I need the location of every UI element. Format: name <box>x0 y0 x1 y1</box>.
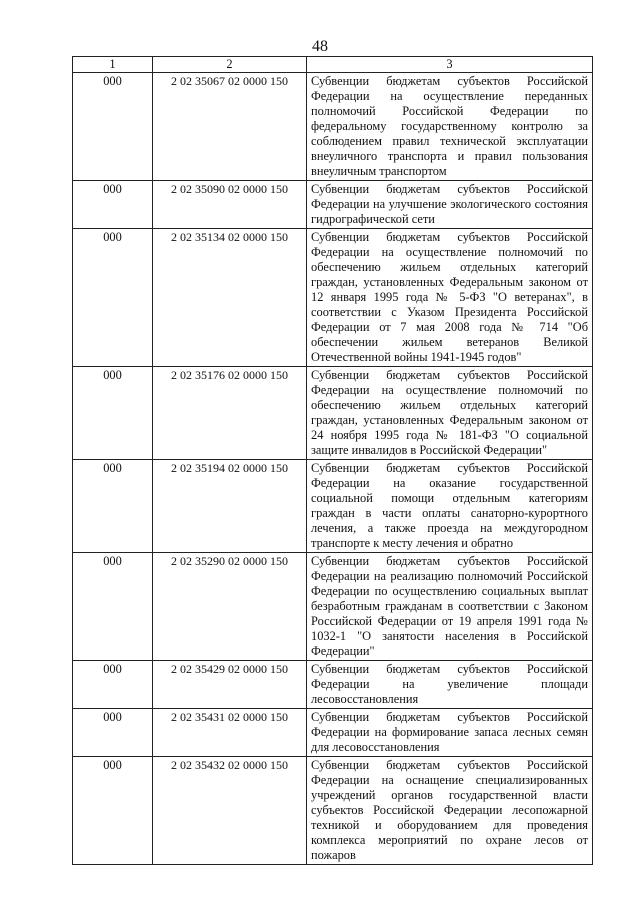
description-cell: Субвенции бюджетам субъектов Российской Федерации на увеличение площади лесовосстановления <box>307 661 593 709</box>
admin-code-cell: 000 <box>73 367 153 460</box>
table-row <box>73 661 593 709</box>
admin-code-cell: 000 <box>73 553 153 661</box>
budget-code-cell: 2 02 35176 02 0000 150 <box>153 367 307 460</box>
budget-code-cell: 2 02 35194 02 0000 150 <box>153 460 307 553</box>
header-row <box>73 57 593 73</box>
table-row <box>73 367 593 460</box>
budget-code-cell: 2 02 35429 02 0000 150 <box>153 661 307 709</box>
description-cell: Субвенции бюджетам субъектов Российской Федерации на оказание государственной социальной помощи отдельным категориям граждан в части оплаты санаторно-курортного лечения, а также проезда на междугородном транспорте к месту лечения и обратно <box>307 460 593 553</box>
description-cell: Субвенции бюджетам субъектов Российской Федерации на осуществление полномочий по обеспечению жильем отдельных категорий граждан, установленных Федеральным законом от 24 ноября 1995 года № 181-ФЗ "О социальной защите инвалидов в Российской Федерации" <box>307 367 593 460</box>
budget-code-cell: 2 02 35290 02 0000 150 <box>153 553 307 661</box>
admin-code-cell: 000 <box>73 709 153 757</box>
description-cell: Субвенции бюджетам субъектов Российской Федерации на оснащение специализированных учреждений органов государственной власти субъектов Российской Федерации лесопожарной техникой и оборудованием для проведения комплекса мероприятий по охране лесов от пожаров <box>307 757 593 865</box>
description-cell: Субвенции бюджетам субъектов Российской Федерации на улучшение экологического состояния гидрографической сети <box>307 181 593 229</box>
admin-code-cell: 000 <box>73 661 153 709</box>
table-row <box>73 73 593 181</box>
description-cell: Субвенции бюджетам субъектов Российской Федерации на осуществление переданных полномочий Российской Федерации по федеральному государственному контролю за соблюдением правил технической эксплуатации внеуличного транспорта и правил пользования внеуличным транспортом <box>307 73 593 181</box>
budget-classification-table <box>72 56 593 865</box>
page-number: 48 <box>312 38 328 55</box>
budget-code-cell: 2 02 35134 02 0000 150 <box>153 229 307 367</box>
description-cell: Субвенции бюджетам субъектов Российской Федерации на реализацию полномочий Российской Федерации по осуществлению социальных выплат безработным гражданам в соответствии с Законом Российской Федерации от 19 апреля 1991 года № 1032-1 "О занятости населения в Российской Федерации" <box>307 553 593 661</box>
budget-code-cell: 2 02 35090 02 0000 150 <box>153 181 307 229</box>
header-col-1: 1 <box>73 57 153 73</box>
table-row <box>73 757 593 865</box>
header-col-2: 2 <box>153 57 307 73</box>
admin-code-cell: 000 <box>73 460 153 553</box>
table-row <box>73 229 593 367</box>
budget-code-cell: 2 02 35432 02 0000 150 <box>153 757 307 865</box>
budget-code-cell: 2 02 35431 02 0000 150 <box>153 709 307 757</box>
table-row <box>73 181 593 229</box>
description-cell: Субвенции бюджетам субъектов Российской Федерации на осуществление полномочий по обеспечению жильем отдельных категорий граждан, установленных Федеральным законом от 12 января 1995 года № 5-ФЗ "О ветеранах", в соответствии с Указом Президента Российской Федерации от 7 мая 2008 года № 714 "Об обеспечении жильем ветеранов Великой Отечественной войны 1941-1945 годов" <box>307 229 593 367</box>
admin-code-cell: 000 <box>73 757 153 865</box>
table-row <box>73 553 593 661</box>
table-row <box>73 709 593 757</box>
header-col-3: 3 <box>307 57 593 73</box>
admin-code-cell: 000 <box>73 73 153 181</box>
budget-code-cell: 2 02 35067 02 0000 150 <box>153 73 307 181</box>
description-cell: Субвенции бюджетам субъектов Российской Федерации на формирование запаса лесных семян для лесовосстановления <box>307 709 593 757</box>
admin-code-cell: 000 <box>73 181 153 229</box>
table-row <box>73 460 593 553</box>
admin-code-cell: 000 <box>73 229 153 367</box>
